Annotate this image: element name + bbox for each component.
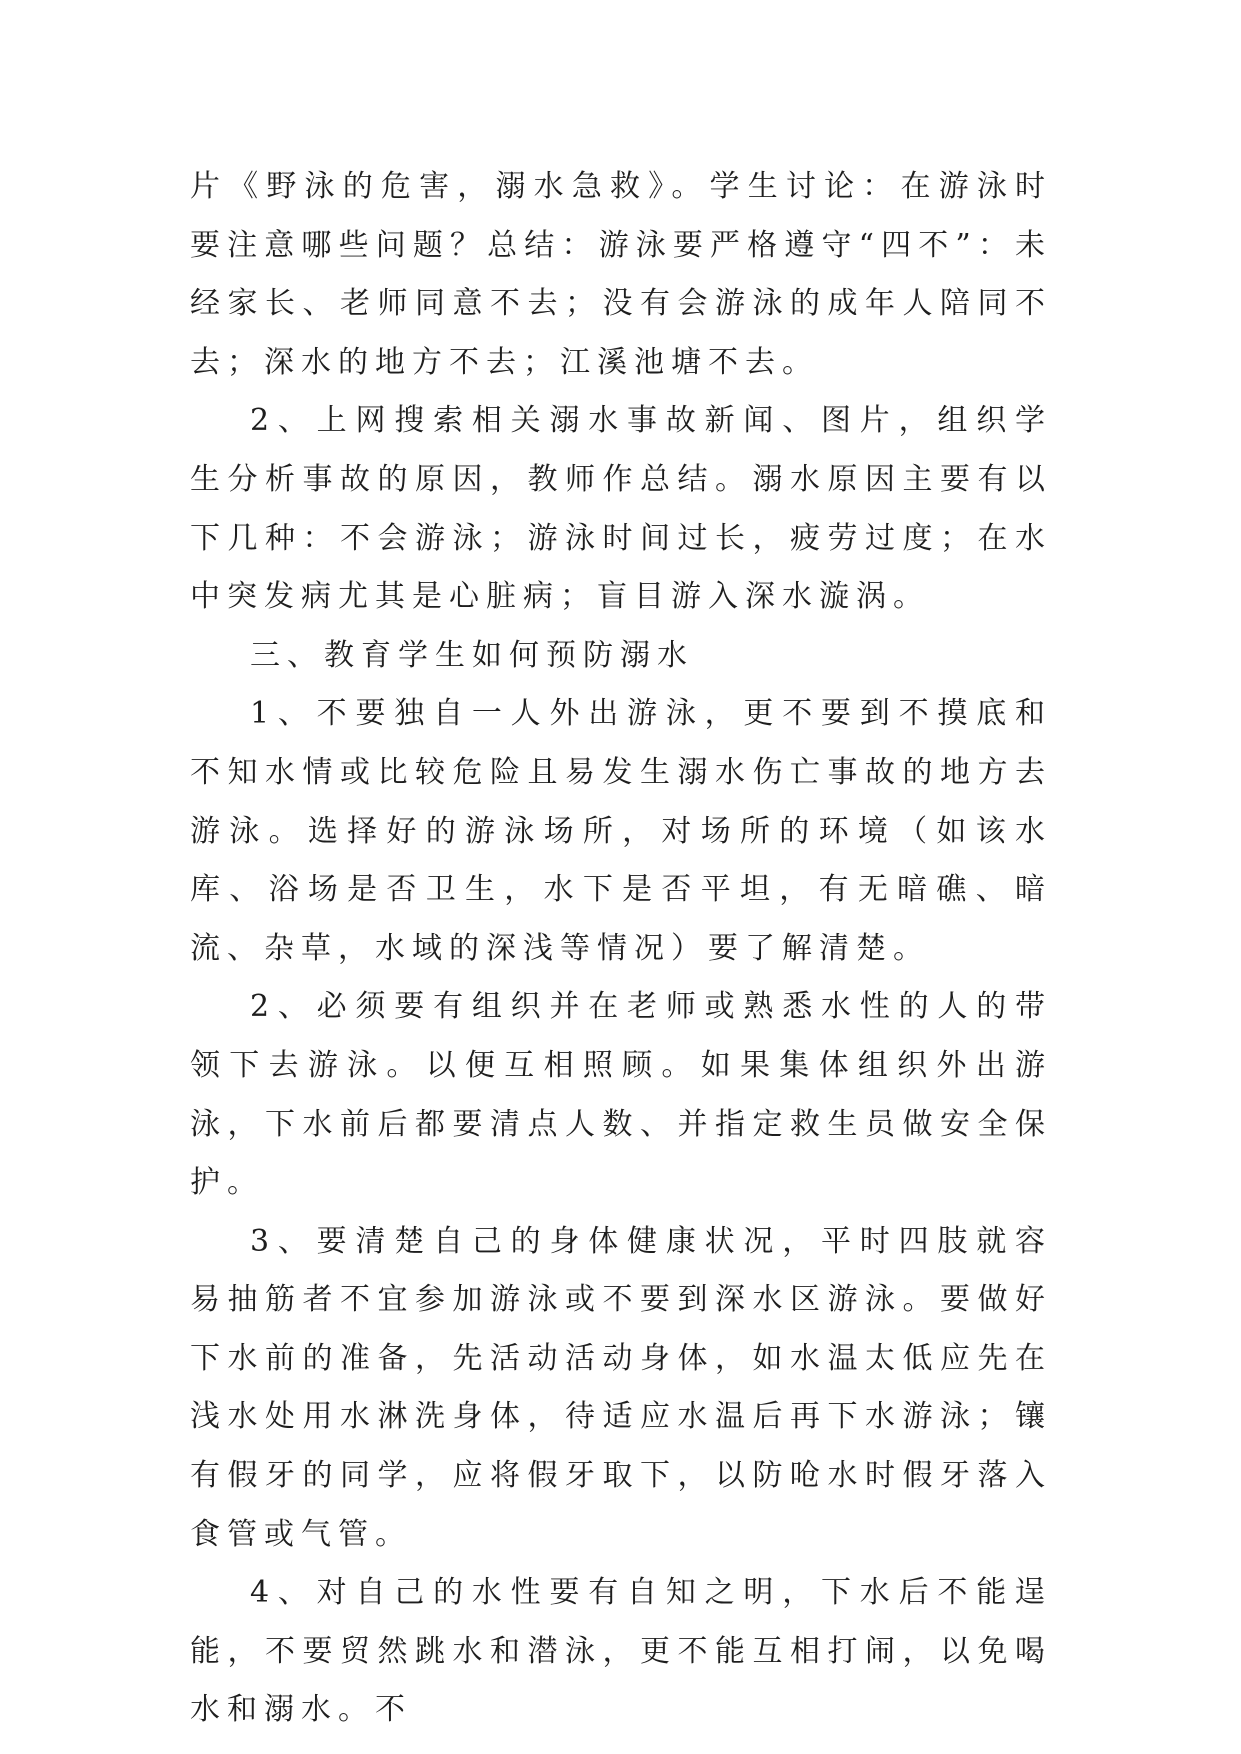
paragraph-continuation: 片《野泳的危害，溺水急救》。学生讨论：在游泳时要注意哪些问题？总结：游泳要严格遵守“四不”：未经家长、老师同意不去；没有会游泳的成年人陪同不去；深水的地方不去；江溪池塘不去。 (190, 169, 1052, 380)
paragraph-item-4-self-awareness: 4、对自己的水性要有自知之明，下水后不能逞能，不要贸然跳水和潜泳，更不能互相打闹，以免喝水和溺水。不 (190, 1575, 1052, 1728)
paragraph-item-3-health: 3、要清楚自己的身体健康状况，平时四肢就容易抽筋者不宜参加游泳或不要到深水区游泳。要做好下水前的准备，先活动活动身体，如水温太低应先在浅水处用水淋洗身体，待适应水温后再下水游泳；镶有假牙的同学，应将假牙取下，以防呛水时假牙落入食管或气管。 (190, 1223, 1052, 1552)
paragraph-item-1-not-alone: 1、不要独自一人外出游泳，更不要到不摸底和不知水情或比较危险且易发生溺水伤亡事故的地方去游泳。选择好的游泳场所，对场所的环境（如该水库、浴场是否卫生，水下是否平坦，有无暗礁、暗流、杂草，水域的深浅等情况）要了解清楚。 (190, 696, 1052, 966)
section-heading-prevent-drowning: 三、教育学生如何预防溺水 (250, 637, 694, 673)
paragraph-item-2-organized: 2、必须要有组织并在老师或熟悉水性的人的带领下去游泳。以便互相照顾。如果集体组织外出游泳，下水前后都要清点人数、并指定救生员做安全保护。 (190, 989, 1052, 1201)
document-body (190, 158, 1052, 1740)
paragraph-item-2-search-news: 2、上网搜索相关溺水事故新闻、图片，组织学生分析事故的原因，教师作总结。溺水原因主要有以下几种：不会游泳；游泳时间过长，疲劳过度；在水中突发病尤其是心脏病；盲目游入深水漩涡。 (190, 403, 1052, 615)
